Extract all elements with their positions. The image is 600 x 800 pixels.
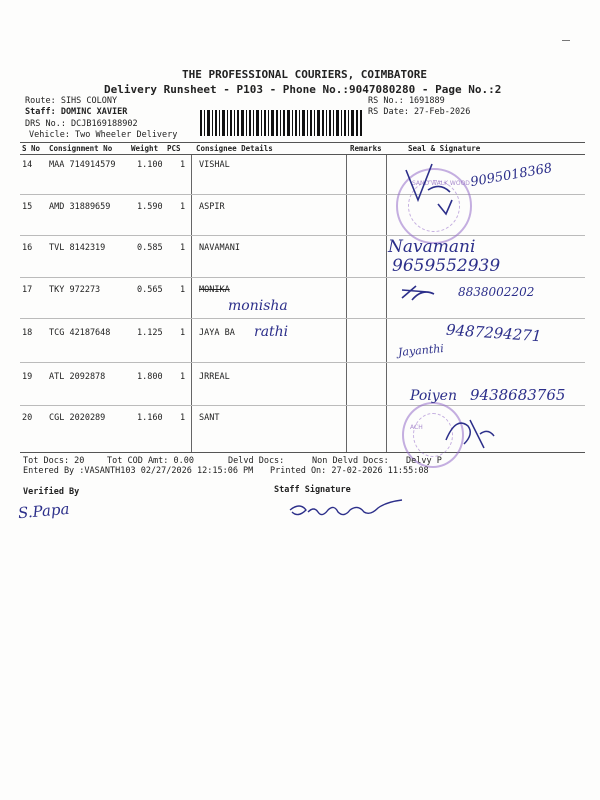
staff-signature-scribble [286, 498, 406, 524]
row-divider [20, 318, 585, 319]
row-consignee: JAYA BA [199, 328, 235, 338]
delvd-docs: Delvd Docs: [228, 456, 285, 466]
stamp-text: SAND WALK WOOD [412, 180, 470, 187]
row-sno: 16 [22, 243, 33, 253]
row-consignment: AMD 31889659 [49, 202, 111, 212]
row-weight: 1.100 [137, 160, 163, 170]
row-consignment: TCG 42187648 [49, 328, 111, 338]
signature-scribble-row20 [440, 410, 500, 450]
row-consignment: TKY 972273 [49, 285, 101, 295]
row-divider [20, 362, 585, 363]
row-pcs: 1 [180, 202, 186, 212]
col-divider-remarks [346, 155, 347, 452]
row-sno: 19 [22, 372, 33, 382]
row-pcs: 1 [180, 372, 186, 382]
row-weight: 0.565 [137, 285, 163, 295]
handwritten-phone-row14: 9095018368 [469, 160, 554, 191]
handwritten-phone-row16: 9659552939 [392, 256, 501, 276]
row-sno: 15 [22, 202, 33, 212]
row-pcs: 1 [180, 328, 186, 338]
row-divider [20, 405, 585, 406]
entered-by: Entered By :VASANTH103 02/27/2026 12:15:06 PM [23, 466, 254, 476]
col-sno: S No [22, 144, 41, 153]
col-consignment: Consignment No [49, 144, 113, 153]
table-top-rule [20, 142, 585, 143]
row-consignment: ATL 2092878 [49, 372, 106, 382]
tot-cod-amt: Tot COD Amt: 0.00 [107, 456, 194, 466]
col-remarks: Remarks [350, 144, 382, 153]
row-consignee: ASPIR [199, 202, 225, 212]
company-title: THE PROFESSIONAL COURIERS, COIMBATORE [182, 68, 428, 81]
handwritten-name-row18: rathi [254, 324, 289, 340]
row-divider [20, 277, 585, 278]
row-sno: 18 [22, 328, 33, 338]
row-weight: 1.125 [137, 328, 163, 338]
row-consignment: MAA 714914579 [49, 160, 116, 170]
handwritten-phone-row20: 9438683765 [470, 386, 566, 404]
col-weight: Weight [131, 144, 159, 153]
drs-label: DRS No.: DCJB169188902 [25, 119, 138, 129]
vehicle-label: Vehicle: Two Wheeler Delivery [29, 130, 178, 140]
route-label: Route: SIHS COLONY [25, 96, 118, 106]
non-delvd-docs: Non Delvd Docs: [312, 456, 389, 466]
staff-label: Staff: DOMINC XAVIER [25, 107, 128, 117]
handwritten-signature-row18: Jayanthi [397, 342, 445, 359]
row-weight: 1.590 [137, 202, 163, 212]
row-divider [20, 235, 585, 236]
verified-signature: S.Papa [17, 499, 71, 523]
row-consignment: TVL 8142319 [49, 243, 106, 253]
row-sno: 14 [22, 160, 33, 170]
handwritten-name-row16: Navamani [388, 237, 476, 257]
row-pcs: 1 [180, 243, 186, 253]
row-sno: 20 [22, 413, 33, 423]
row-pcs: 1 [180, 160, 186, 170]
col-seal: Seal & Signature [408, 144, 481, 153]
staff-signature-label: Staff Signature [274, 485, 351, 495]
row-consignee: MONIKA [199, 285, 230, 295]
handwritten-name-row20: Poiyen [410, 388, 457, 404]
printed-on: Printed On: 27-02-2026 11:55:08 [270, 466, 429, 476]
col-consignee: Consignee Details [196, 144, 273, 153]
signature-scribble-row17 [398, 282, 448, 304]
col-divider-seal [386, 155, 387, 452]
row-sno: 17 [22, 285, 33, 295]
row-weight: 1.800 [137, 372, 163, 382]
signature-scribble-row14 [398, 160, 468, 220]
col-pcs: PCS [167, 144, 181, 153]
col-divider-consignee [191, 155, 192, 452]
rs-no: RS No.: 1691889 [368, 96, 445, 106]
row-consignee: SANT [199, 413, 220, 423]
row-pcs: 1 [180, 285, 186, 295]
verified-by-label: Verified By [23, 487, 80, 497]
row-consignee: VISHAL [199, 160, 230, 170]
tot-docs: Tot Docs: 20 [23, 456, 85, 466]
row-weight: 1.160 [137, 413, 163, 423]
table-bottom-rule [20, 452, 585, 453]
table-header-rule [20, 154, 585, 155]
delvy-p: Delvy P [406, 456, 442, 466]
row-consignee: JRREAL [199, 372, 230, 382]
handwritten-phone-row18: 9487294271 [445, 320, 542, 346]
row-consignee: NAVAMANI [199, 243, 240, 253]
row-pcs: 1 [180, 413, 186, 423]
barcode [200, 110, 362, 136]
handwritten-name-row17: monisha [228, 298, 288, 314]
row-consignment: CGL 2020289 [49, 413, 106, 423]
row-weight: 0.585 [137, 243, 163, 253]
corner-mark [562, 40, 570, 41]
runsheet-title: Delivery Runsheet - P103 - Phone No.:9047080280 - Page No.:2 [104, 83, 502, 96]
stamp-text: ACH [410, 424, 423, 431]
row-divider [20, 194, 585, 195]
handwritten-phone-row17: 8838002202 [458, 285, 535, 299]
rs-date: RS Date: 27-Feb-2026 [368, 107, 471, 117]
